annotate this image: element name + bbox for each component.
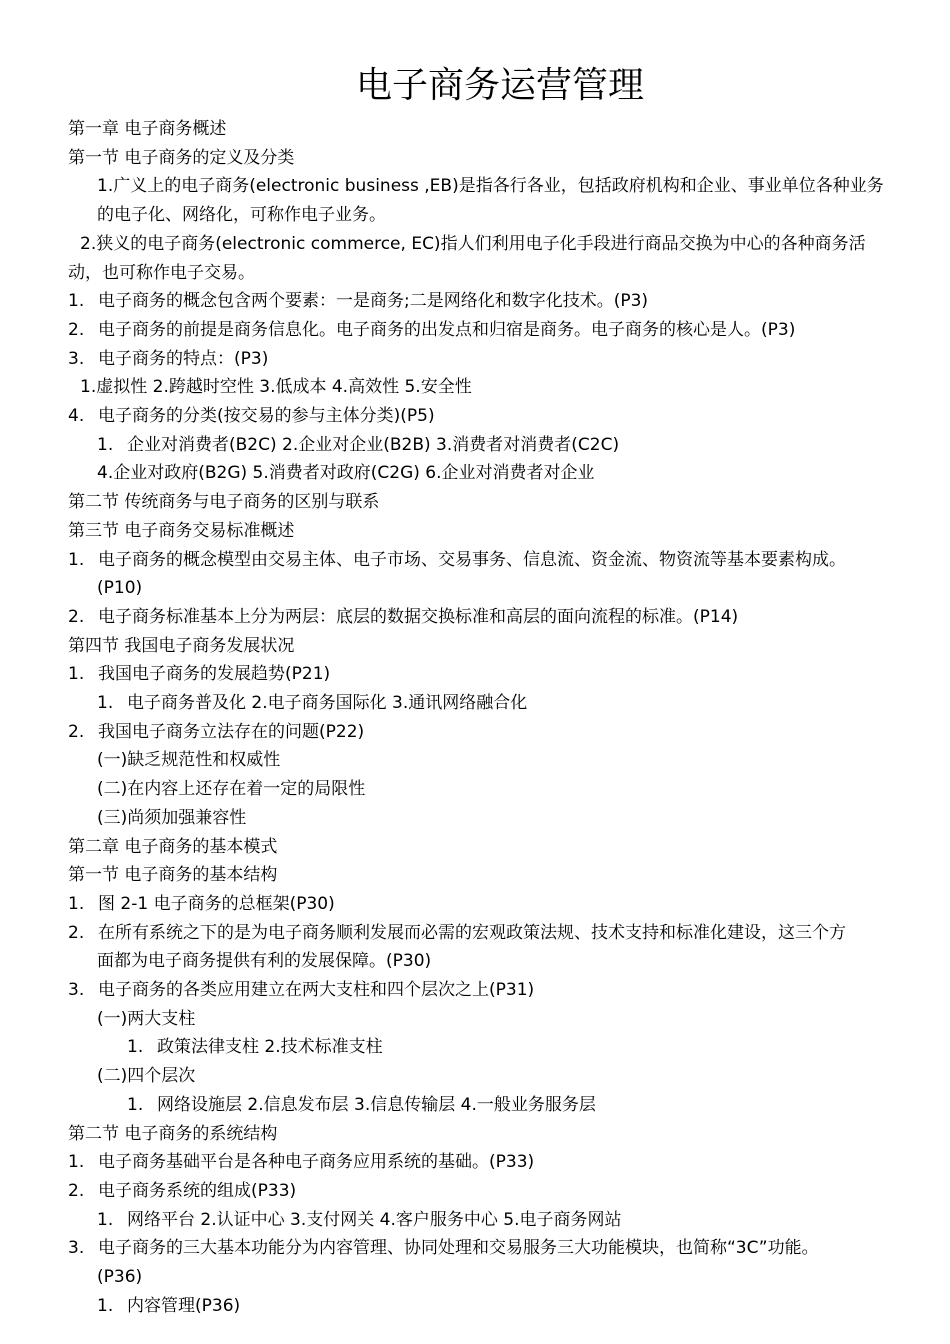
text-line	[68, 1148, 534, 1177]
text-line	[97, 1062, 195, 1091]
list-number: 1.	[97, 693, 114, 713]
line-text: 企业对消费者(B2C) 2.企业对企业(B2B) 3.消费者对消费者(C2C)	[127, 434, 620, 455]
section-heading	[68, 861, 277, 890]
line-text: 图 2-1 电子商务的总框架(P30)	[98, 893, 335, 914]
text-line	[97, 775, 365, 804]
line-text: 网络设施层 2.信息发布层 3.信息传输层 4.一般业务服务层	[157, 1094, 596, 1115]
list-number: 1.	[68, 893, 85, 914]
line-text: 面都为电子商务提供有利的发展保障。(P30)	[97, 951, 432, 972]
text-line	[68, 976, 534, 1005]
text-line	[97, 1206, 622, 1235]
list-number: 1.	[68, 664, 85, 685]
text-line	[68, 919, 846, 948]
line-text: 电子商务基础平台是各种电子商务应用系统的基础。(P33)	[98, 1152, 535, 1173]
document-title: 电子商务运营管理	[355, 65, 644, 106]
text-line	[80, 230, 866, 259]
line-text: 电子商务系统的组成(P33)	[98, 1180, 297, 1201]
text-line	[68, 1234, 819, 1263]
line-text: 网络平台 2.认证中心 3.支付网关 4.客户服务中心 5.电子商务网站	[127, 1209, 622, 1230]
line-text: 第四节 我国电子商务发展状况	[68, 635, 295, 656]
list-number: 3.	[68, 348, 85, 369]
line-text: 在所有系统之下的是为电子商务顺利发展而必需的宏观政策法规、技术支持和标准化建设，这三个方	[98, 922, 846, 943]
line-text: 1.虚拟性 2.跨越时空性 3.低成本 4.高效性 5.安全性	[80, 377, 472, 398]
line-text: 第二节 电子商务的系统结构	[68, 1123, 278, 1144]
section-heading	[68, 115, 226, 144]
line-text: (P36)	[97, 1267, 143, 1287]
line-text: 2.狭义的电子商务(electronic commerce, EC)指人们利用电子化手段进行商品交换为中心的各种商务活	[80, 233, 866, 254]
line-text: 第一节 电子商务的定义及分类	[68, 147, 295, 168]
line-text: 电子商务的三大基本功能分为内容管理、协同处理和交易服务三大功能模块，也简称“3C”功能。	[98, 1238, 819, 1259]
list-number: 2.	[68, 1180, 85, 1201]
line-text: 我国电子商务的发展趋势(P21)	[98, 664, 331, 685]
list-number: 4.	[68, 406, 85, 426]
section-heading	[68, 1120, 277, 1149]
text-line	[68, 259, 255, 288]
text-line	[97, 746, 280, 775]
section-heading	[68, 488, 379, 517]
line-text: 电子商务的前提是商务信息化。电子商务的出发点和归宿是商务。电子商务的核心是人。(P3)	[98, 319, 796, 340]
line-text: 我国电子商务立法存在的问题(P22)	[98, 721, 365, 742]
line-text: 电子商务的特点：(P3)	[98, 348, 269, 369]
line-text: 第二节 传统商务与电子商务的区别与联系	[68, 492, 380, 513]
text-line	[97, 947, 431, 976]
list-number: 3.	[68, 980, 85, 1000]
line-text: 第一章 电子商务概述	[68, 119, 227, 139]
line-text: (P10)	[97, 578, 143, 599]
list-number: 3.	[68, 1238, 85, 1259]
line-text: 4.企业对政府(B2G) 5.消费者对政府(C2G) 6.企业对消费者对企业	[97, 463, 595, 484]
line-text: (一)两大支柱	[97, 1008, 196, 1029]
text-line	[97, 1263, 142, 1292]
line-text: (二)四个层次	[97, 1066, 196, 1087]
list-number: 1.	[97, 1295, 114, 1316]
text-line	[97, 431, 619, 460]
text-line	[97, 459, 595, 488]
list-number: 1.	[97, 1209, 114, 1230]
list-number: 1.	[97, 434, 114, 455]
text-line	[80, 373, 472, 402]
list-number: 1.	[127, 1037, 144, 1058]
text-line	[97, 172, 884, 201]
section-heading	[68, 517, 294, 546]
text-line	[68, 660, 330, 689]
text-line	[68, 603, 738, 632]
line-text: 第二章 电子商务的基本模式	[68, 836, 278, 857]
text-line	[127, 1033, 383, 1062]
section-heading	[68, 632, 294, 661]
text-line	[68, 890, 335, 919]
line-text: 电子商务的概念模型由交易主体、电子市场、交易事务、信息流、资金流、物资流等基本要素构成。	[98, 549, 846, 570]
line-text: 1.广义上的电子商务(electronic business ,EB)是指各行各业，包括政府机构和企业、事业单位各种业务	[97, 176, 884, 197]
line-text: 电子商务普及化 2.电子商务国际化 3.通讯网络融合化	[127, 693, 528, 713]
list-number: 1.	[68, 549, 85, 570]
list-number: 2.	[68, 319, 85, 340]
list-number: 1.	[127, 1094, 144, 1115]
text-line	[97, 574, 142, 603]
list-number: 1.	[68, 1152, 85, 1173]
line-text: 政策法律支柱 2.技术标准支柱	[157, 1037, 383, 1058]
line-text: (二)在内容上还存在着一定的局限性	[97, 779, 366, 800]
line-text: 电子商务的分类(按交易的参与主体分类)(P5)	[98, 406, 435, 426]
text-line	[97, 804, 246, 833]
list-number: 2.	[68, 721, 85, 742]
list-number: 2.	[68, 922, 85, 943]
text-line	[97, 1005, 195, 1034]
line-text: 电子商务标准基本上分为两层：底层的数据交换标准和高层的面向流程的标准。(P14)	[98, 606, 739, 627]
line-text: 内容管理(P36)	[127, 1295, 241, 1316]
text-line	[68, 287, 648, 316]
text-line	[68, 718, 364, 747]
line-text: 的电子化、网络化，可称作电子业务。	[97, 205, 386, 226]
text-line	[97, 1292, 240, 1321]
section-heading	[68, 833, 277, 862]
text-line	[68, 345, 268, 374]
line-text: 动，也可称作电子交易。	[68, 262, 255, 283]
line-text: (三)尚须加强兼容性	[97, 807, 247, 828]
line-text: 电子商务的各类应用建立在两大支柱和四个层次之上(P31)	[98, 980, 535, 1000]
text-line	[68, 402, 435, 431]
text-line	[127, 1091, 596, 1120]
line-text: (一)缺乏规范性和权威性	[97, 750, 281, 771]
line-text: 第一节 电子商务的基本结构	[68, 865, 278, 886]
line-text: 第三节 电子商务交易标准概述	[68, 520, 295, 541]
text-line	[68, 1177, 296, 1206]
text-line	[97, 689, 527, 718]
text-line	[68, 546, 846, 575]
text-line	[97, 201, 386, 230]
section-heading	[68, 144, 294, 173]
list-number: 1.	[68, 291, 85, 312]
list-number: 2.	[68, 606, 85, 627]
line-text: 电子商务的概念包含两个要素：一是商务;二是网络化和数字化技术。(P3)	[98, 291, 649, 312]
text-line	[68, 316, 795, 345]
